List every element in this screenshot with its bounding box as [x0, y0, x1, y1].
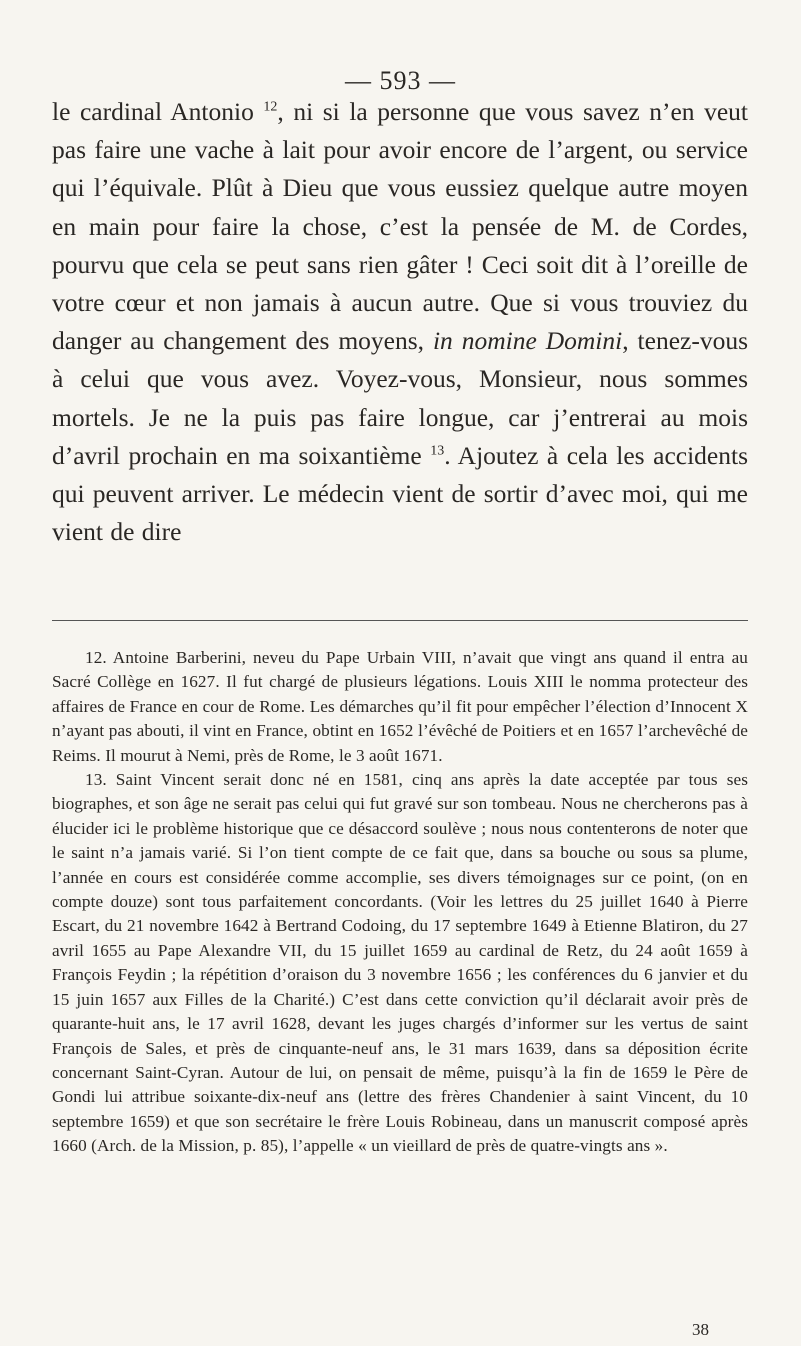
footnote-12: 12. Antoine Barberini, neveu du Pape Urbain VIII, n’avait que vingt ans quand il entra au Sacré Collège en 1627. Il fut chargé de plusieurs légations. Louis XIII le nomma protecteur des affaires de France en cour de Rome. Les démarches qu’il fit pour empêcher l’élection d’Innocent X n’ayant pas abouti, il vint en France, obtint en 1652 l’évêché de Poitiers et en 1657 l’archevêché de Reims. Il mourut à Nemi, près de Rome, le 3 août 1671.: [52, 648, 748, 765]
signature-mark: 38: [692, 1320, 709, 1339]
footnote-ref-13: 13: [430, 443, 445, 459]
footnote-divider: [52, 620, 748, 621]
footnote-ref-12: 12: [263, 99, 278, 115]
footnotes: [52, 646, 748, 1159]
body-paragraph: le cardinal Antonio $^{12}$, ni si la personne que vous savez n’en veut pas faire une vache à lait pour avoir encore de l’argent, ou service qui l’équivale. Plût à Dieu que vous eussiez quelque autre moyen en main pour faire la chose, c’est la pensée de M. de Cordes, pourvu que cela se peut sans rien gâter ! Ceci soit dit à l’oreille de votre cœur et non jamais à aucun autre. Que si vous trouviez du danger au changement des moyens, in nomine Domini, tenez-vous à celui que vous avez. Voyez-vous, Monsieur, nous sommes mortels. Je ne la puis pas faire longue, car j’entrerai au mois d’avril prochain en ma soixantième $^{13}$. Ajoutez à cela les accidents qui peuvent arriver. Le médecin vient de sortir d’avec moi, qui me vient de dire: [52, 97, 748, 547]
page-number: — 593 —: [345, 66, 456, 95]
body-text: [52, 93, 748, 551]
footnote-13: 13. Saint Vincent serait donc né en 1581, cinq ans après la date acceptée par tous ses biographes, et son âge ne serait pas celui qui fut gravé sur son tombeau. Nous ne chercherons pas à élucider ici le problème historique que ce désaccord soulève ; nous nous contenterons de noter que le saint n’a jamais varié. Si l’on tient compte de ce fait que, dans sa bouche ou sous sa plume, l’année en cours est considérée comme accomplie, ses divers témoignages sur ce point, (on en compte douze) sont tous parfaitement concordants. (Voir les lettres du 25 juillet 1640 à Pierre Escart, du 21 novembre 1642 à Bertrand Codoing, du 17 septembre 1649 à Etienne Blatiron, du 27 avril 1655 au Pape Alexandre VII, du 15 juillet 1659 au cardinal de Retz, du 24 août 1659 à François Feydin ; la répétition d’oraison du 3 novembre 1656 ; les conférences du 6 janvier et du 15 juin 1657 aux Filles de la Charité.) C’est dans cette conviction qu’il déclarait avoir près de quarante-huit ans, le 17 avril 1628, devant les juges chargés d’informer sur les vertus de saint François de Sales, et près de cinquante-neuf ans, le 31 mars 1639, dans sa déposition écrite concernant Saint-Cyran. Autour de lui, on pensait de même, puisqu’à la fin de 1659 le Père de Gondi lui attribue soixante-dix-neuf ans (lettre des frères Chandenier à saint Vincent, du 10 septembre 1659) et que son secrétaire le frère Louis Robineau, dans un manuscrit composé après 1660 (Arch. de la Mission, p. 85), l’appelle « un vieillard de près de quatre-vingts ans ».: [52, 770, 748, 1156]
latin-phrase: in nomine Domini: [432, 326, 623, 356]
